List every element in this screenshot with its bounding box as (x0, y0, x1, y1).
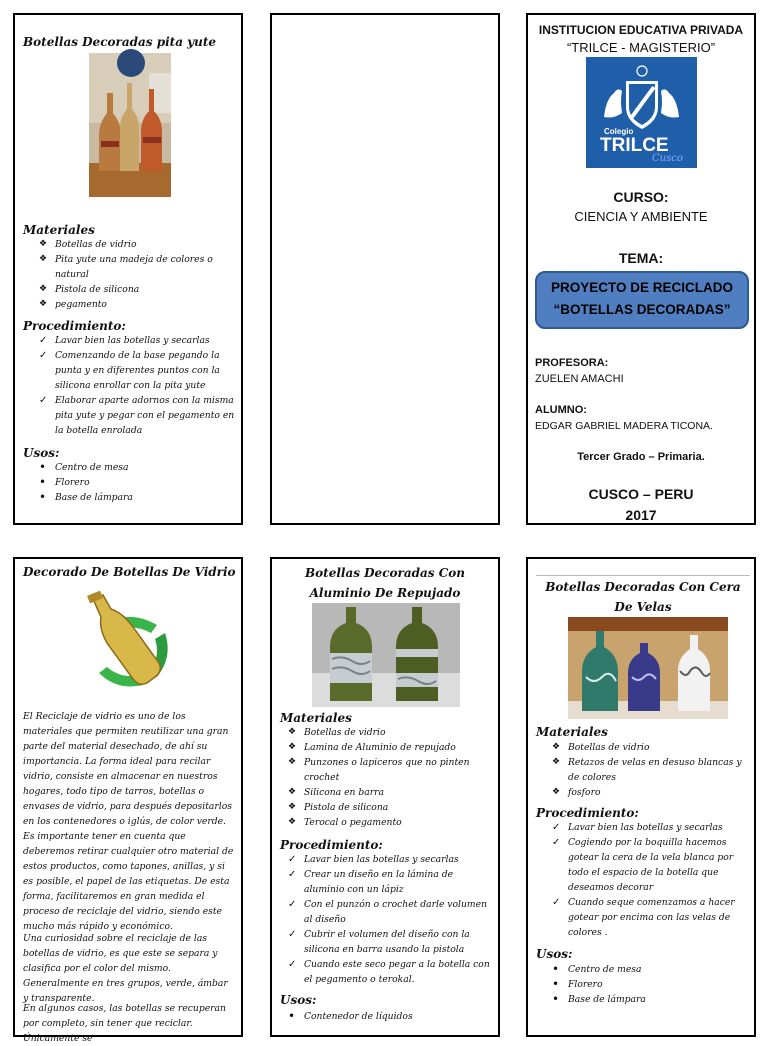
procedimiento-heading: Procedimiento: (536, 806, 639, 820)
usos-heading: Usos: (536, 947, 573, 961)
list-item: ❖ Botellas de vidrio (272, 725, 486, 740)
list-item: ✓ Cuando seque comenzamos a hacer gotear por encima con las velas de colores . (536, 895, 750, 940)
list-item: • Centro de mesa (536, 962, 750, 977)
body-paragraph-1: El Reciclaje de vidrio es uno de los materiales que permiten reutilizar una gran parte del material desechado, de ahí su importancia. La forma ideal para recilar vidrio, consiste en almacenar en nuestros hogares, todo tipo de tarros, botellas o envases de vidrio, para después depositarlos en los contenedores o iglús, de color verde. Es importante tener en cuenta que deberemos retirar cualquier otro material de estos productos, como tapones, anillas, y si es posible, el papel de las etiquetas. De esta forma, facilitaremos en gran medida el proceso de reciclaje del vidrio, siendo este mucho más rápido y económico. (23, 711, 234, 932)
list-item: ❖ Silicona en barra (272, 785, 486, 800)
list-item: ❖ Pita yute una madeja de colores o natural (23, 252, 223, 282)
curso-value: CIENCIA Y AMBIENTE (574, 209, 708, 224)
logo-text-trilce: TRILCE (600, 135, 669, 156)
procedimiento-list (23, 333, 235, 438)
list-item: ✓ Comenzando de la base pegando la punta y en diferentes puntos con la silicona enrollar con la pita yute (23, 348, 235, 393)
aluminio-bottles-photo (312, 603, 460, 707)
panel-title: Botellas Decoradas Con Cera De Velas (545, 580, 741, 614)
procedimiento-list (536, 820, 750, 940)
profesora-label: PROFESORA: (535, 357, 609, 369)
list-item: • Florero (536, 977, 750, 992)
list-item: ❖ Punzones o lapiceros que no pinten crochet (272, 755, 486, 785)
usos-heading: Usos: (23, 446, 60, 460)
panel-cover (526, 13, 756, 525)
panel-title: Botellas Decoradas Con Aluminio De Repujado (305, 566, 465, 600)
list-item: ❖ pegamento (23, 297, 223, 312)
profesora-value: ZUELEN AMACHI (535, 373, 624, 385)
tema-line-2: “BOTELLAS DECORADAS” (553, 302, 731, 317)
list-item: ❖ Terocal o pegamento (272, 815, 486, 830)
institution-name: INSTITUCION EDUCATIVA PRIVADA (538, 23, 744, 37)
body-paragraph-3: En algunos casos, las botellas se recuperan por completo, sin tener que reciclar. Únicamente se (23, 1003, 226, 1044)
materiales-heading: Materiales (536, 725, 608, 739)
tema-label: TEMA: (618, 250, 664, 266)
list-item: ✓ Elaborar aparte adornos con la misma pita yute y pegar con el pegamento en la botella enrolada (23, 393, 235, 438)
panel-title: Decorado De Botellas De Vidrio (23, 565, 236, 579)
alumno-label: ALUMNO: (535, 404, 587, 416)
materiales-list (23, 237, 223, 312)
list-item: ❖ Pistola de silicona (272, 800, 486, 815)
curso-label: CURSO: (613, 189, 669, 205)
panel-aluminio-repujado (270, 557, 500, 1037)
school-logo (586, 57, 697, 168)
procedimiento-list (272, 852, 494, 987)
tema-box (535, 271, 749, 329)
usos-list (23, 460, 223, 505)
list-item: • Base de lámpara (536, 992, 750, 1007)
materiales-heading: Materiales (280, 711, 352, 725)
procedimiento-heading: Procedimiento: (280, 838, 383, 852)
tema-line-1: PROYECTO DE RECICLADO (550, 280, 734, 295)
panel-cera-velas (526, 557, 756, 1037)
list-item: ✓ Lavar bien las botellas y secarlas (272, 852, 494, 867)
pita-yute-bottles-photo (89, 53, 171, 197)
usos-heading: Usos: (280, 993, 317, 1007)
year-text: 2017 (625, 507, 657, 523)
panel-decorado-vidrio (13, 557, 243, 1044)
list-item: ✓ Cogiendo por la boquilla hacemos gotear la cera de la vela blanca por todo el espacio de la botella que deseamos decorar (536, 835, 750, 895)
logo-text-cusco: Cusco (652, 153, 683, 164)
recycle-bottle-illustration (79, 593, 183, 697)
list-item: ✓ Cubrir el volumen del diseño con la silicona en barra usando la pistola (272, 927, 494, 957)
list-item: • Contenedor de líquidos (272, 1009, 486, 1024)
list-item: ✓ Crear un diseño en la lámina de aluminio con un lápiz (272, 867, 494, 897)
materiales-list (536, 740, 750, 800)
list-item: ✓ Lavar bien las botellas y secarlas (23, 333, 235, 348)
body-paragraph-2: Una curiosidad sobre el reciclaje de las botellas de vidrio, es que este se separa y clasifica por el color del mismo. Generalmente en tres grupos, verde, ámbar y transparente. (23, 933, 228, 1004)
list-item: • Florero (23, 475, 223, 490)
list-item: ❖ Retazos de velas en desuso blancas y de colores (536, 755, 750, 785)
list-item: ❖ Lamina de Aluminio de repujado (272, 740, 486, 755)
usos-list (272, 1009, 486, 1024)
list-item: • Centro de mesa (23, 460, 223, 475)
panel-title: Botellas Decoradas pita yute (23, 35, 217, 49)
materiales-heading: Materiales (23, 223, 95, 237)
grado-text: Tercer Grado – Primaria. (577, 451, 705, 463)
list-item: ✓ Con el punzón o crochet darle volumen al diseño (272, 897, 494, 927)
materiales-list (272, 725, 486, 830)
usos-list (536, 962, 750, 1007)
list-item: ❖ Pistola de silicona (23, 282, 223, 297)
procedimiento-heading: Procedimiento: (23, 319, 126, 333)
list-item: • Base de lámpara (23, 490, 223, 505)
list-item: ✓ Cuando este seco pegar a la botella con el pegamento o terokal. (272, 957, 494, 987)
panel-pita-yute (13, 13, 243, 525)
panel-blank (270, 13, 500, 525)
logo-text-colegio: Colegio (604, 127, 634, 136)
school-name: “TRILCE - MAGISTERIO” (566, 40, 716, 55)
list-item: ❖ fosforo (536, 785, 750, 800)
alumno-value: EDGAR GABRIEL MADERA TICONA. (535, 420, 713, 432)
list-item: ❖ Botellas de vidrio (23, 237, 223, 252)
location-text: CUSCO – PERU (588, 486, 694, 502)
cera-velas-bottles-photo (568, 617, 728, 719)
divider-line (536, 561, 750, 576)
list-item: ✓ Lavar bien las botellas y secarlas (536, 820, 750, 835)
list-item: ❖ Botellas de vidrio (536, 740, 750, 755)
